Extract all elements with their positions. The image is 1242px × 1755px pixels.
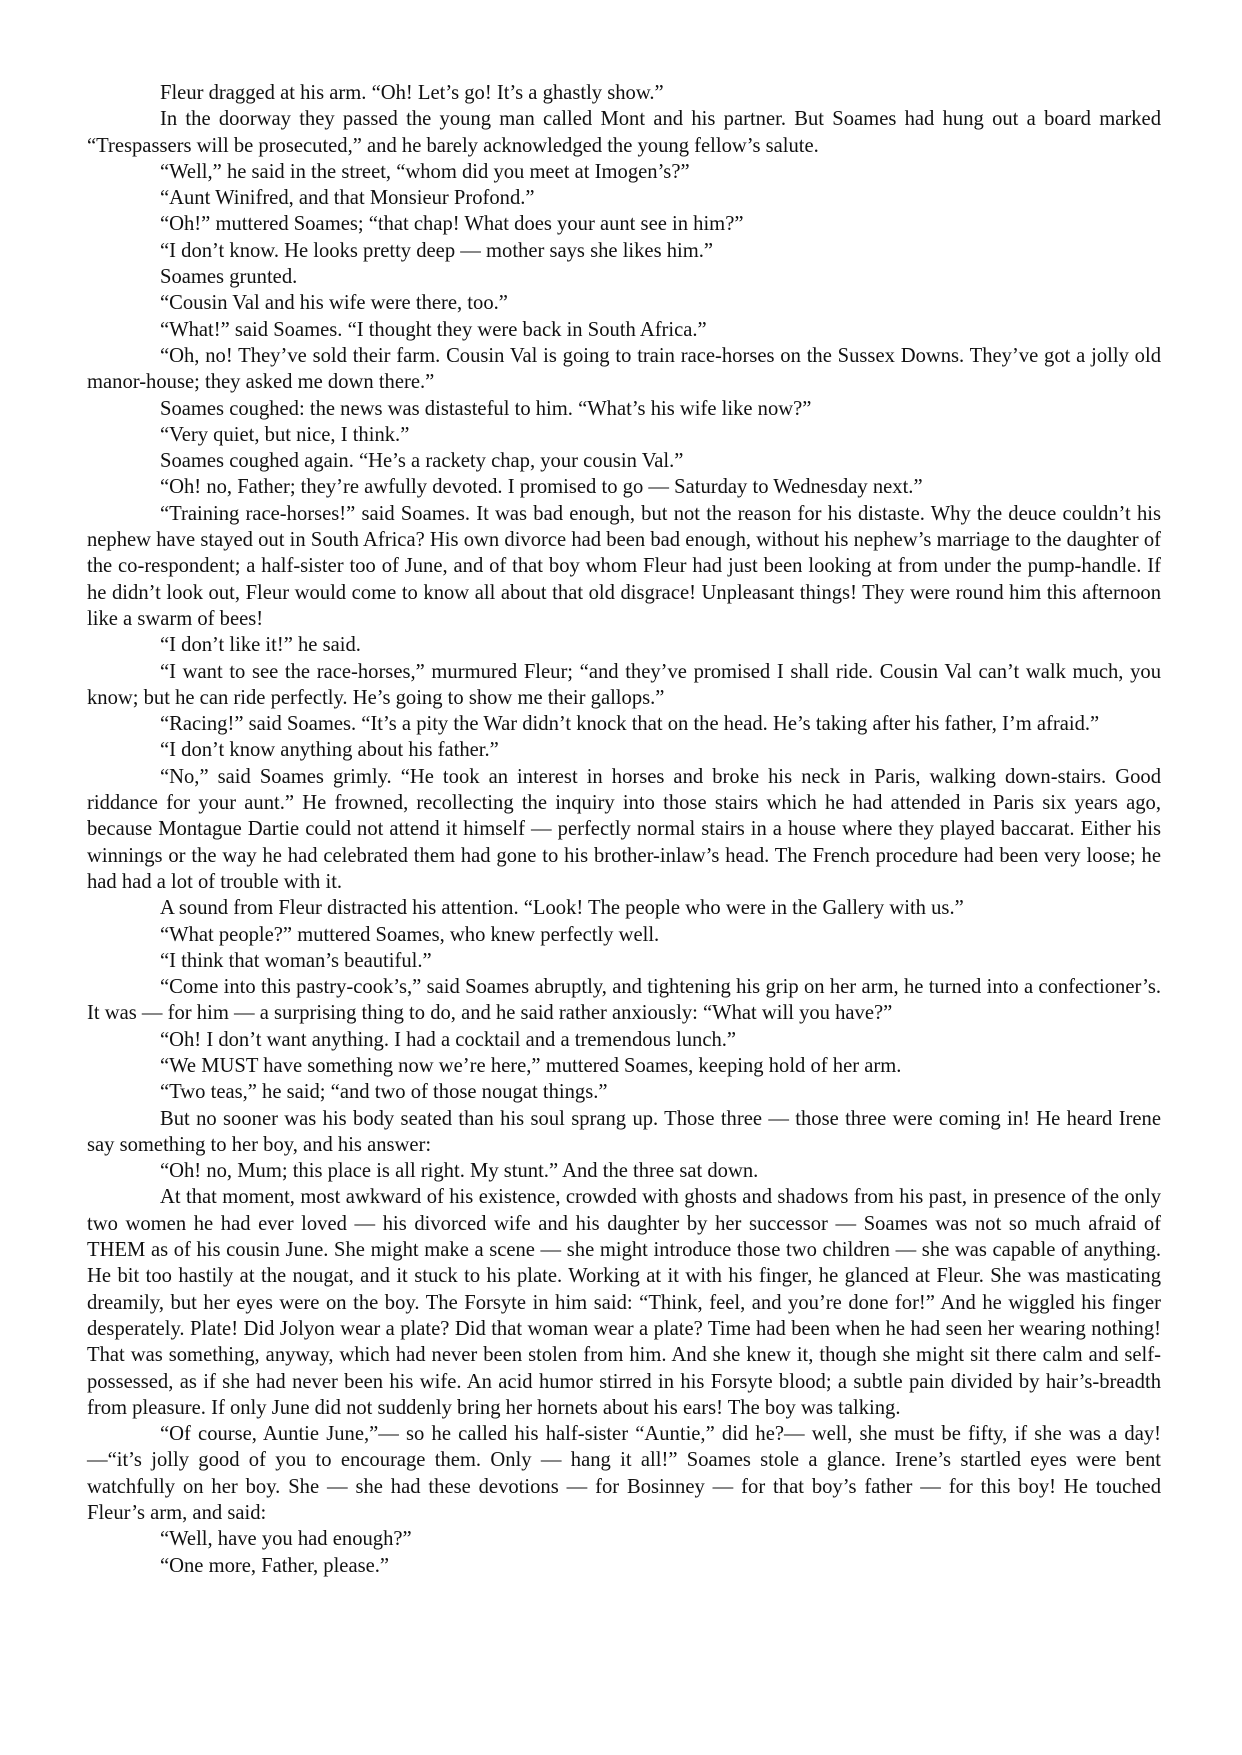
- paragraph: “I want to see the race-horses,” murmured Fleur; “and they’ve promised I shall ride. Cousin Val can’t walk much, you know; but he can ride perfectly. He’s going to show me their gallops.”: [87, 660, 1161, 709]
- paragraph: Soames grunted.: [160, 266, 298, 289]
- paragraph: A sound from Fleur distracted his attention. “Look! The people who were in the Gallery with us.”: [160, 897, 964, 920]
- paragraph: “One more, Father, please.”: [160, 1554, 390, 1577]
- paragraph: “Oh! no, Father; they’re awfully devoted. I promised to go — Saturday to Wednesday next.”: [160, 476, 923, 499]
- paragraph: “Well, have you had enough?”: [160, 1528, 412, 1551]
- paragraph: “I don’t know. He looks pretty deep — mother says she likes him.”: [160, 239, 714, 262]
- paragraph: “Racing!” said Soames. “It’s a pity the War didn’t knock that on the head. He’s taking after his father, I’m afraid.”: [160, 713, 1100, 736]
- paragraph: “Oh, no! They’ve sold their farm. Cousin Val is going to train race-horses on the Sussex Downs. They’ve got a jolly old manor-house; they asked me down there.”: [87, 344, 1161, 394]
- paragraph: “Two teas,” he said; “and two of those nougat things.”: [160, 1081, 608, 1104]
- paragraph: “Training race-horses!” said Soames. It was bad enough, but not the reason for his distaste. Why the deuce couldn’t his nephew have stayed out in South Africa? His own divorce had been bad enough, without his nephew’s marriage to the daughter of the co-respondent; a half-sister too of June, and of that boy whom Fleur had just been looking at from under the pump-handle. If he didn’t look out, Fleur would come to know all about that old disgrace! Unpleasant things! They were round him this afternoon like a swarm of bees!: [87, 502, 1161, 630]
- paragraph: “No,” said Soames grimly. “He took an interest in horses and broke his neck in Paris, walking down-stairs. Good riddance for your aunt.” He frowned, recollecting the inquiry into those stairs which he had attended in Paris six years ago, because Montague Dartie could not attend it himself — perfectly normal stairs in a house where they played baccarat. Either his winnings or the way he had celebrated them had gone to his brother-inlaw’s head. The French procedure had been very loose; he had had a lot of trouble with it.: [87, 765, 1161, 893]
- paragraph: “Well,” he said in the street, “whom did you meet at Imogen’s?”: [160, 160, 690, 183]
- paragraph: “We MUST have something now we’re here,” muttered Soames, keeping hold of her arm.: [160, 1054, 902, 1077]
- paragraph: “Aunt Winifred, and that Monsieur Profond.”: [160, 187, 535, 210]
- paragraph: “Oh! I don’t want anything. I had a cocktail and a tremendous lunch.”: [160, 1028, 737, 1051]
- paragraph: But no sooner was his body seated than his soul sprang up. Those three — those three were coming in! He heard Irene say something to her boy, and his answer:: [87, 1107, 1161, 1156]
- paragraph: “What!” said Soames. “I thought they were back in South Africa.”: [160, 318, 707, 341]
- paragraph: Soames coughed: the news was distasteful to him. “What’s his wife like now?”: [160, 397, 812, 420]
- paragraph: “Very quiet, but nice, I think.”: [160, 423, 410, 446]
- paragraph: At that moment, most awkward of his existence, crowded with ghosts and shadows from his past, in presence of the only two women he had ever loved — his divorced wife and his daughter by her successor — Soames was not so much afraid of THEM as of his cousin June. She might make a scene — she might introduce those two children — she was capable of anything. He bit too hastily at the nougat, and it stuck to his plate. Working at it with his finger, he glanced at Fleur. She was masticating dreamily, but her eyes were on the boy. The Forsyte in him said: “Think, feel, and you’re done for!” And he wiggled his finger desperately. Plate! Did Jolyon wear a plate? Did that woman wear a plate? Time had been when he had seen her wearing nothing! That was something, anyway, which had never been stolen from him. And she knew it, though she might sit there calm and self-possessed, as if she had never been his wife. An acid humor stirred in his Forsyte blood; a subtle pain divided by hair’s-breadth from pleasure. If only June did not suddenly bring her hornets about his ears! The boy was talking.: [87, 1186, 1161, 1419]
- paragraph: Fleur dragged at his arm. “Oh! Let’s go! It’s a ghastly show.”: [160, 82, 664, 104]
- paragraph: “What people?” muttered Soames, who knew perfectly well.: [160, 923, 660, 946]
- paragraph: “Come into this pastry-cook’s,” said Soames abruptly, and tightening his grip on her arm, he turned into a confectioner’s. It was — for him — a surprising thing to do, and he said rather anxiously: “What will you have?”: [87, 976, 1161, 1025]
- paragraph: “Oh!” muttered Soames; “that chap! What does your aunt see in him?”: [160, 213, 744, 236]
- paragraph: “Cousin Val and his wife were there, too.”: [160, 292, 508, 315]
- paragraph: “I don’t like it!” he said.: [160, 634, 361, 657]
- paragraph: “Oh! no, Mum; this place is all right. My stunt.” And the three sat down.: [160, 1160, 759, 1183]
- paragraph: “Of course, Auntie June,”— so he called his half-sister “Auntie,” did he?— well, she must be fifty, if she was a day!—“it’s jolly good of you to encourage them. Only — hang it all!” Soames stole a glance. Irene’s startled eyes were bent watchfully on her boy. She — she had these devotions — for Bosinney — for that boy’s father — for this boy! He touched Fleur’s arm, and said:: [87, 1423, 1161, 1525]
- paragraph: Soames coughed again. “He’s a rackety chap, your cousin Val.”: [160, 450, 684, 473]
- paragraph: In the doorway they passed the young man called Mont and his partner. But Soames had hung out a board marked “Trespassers will be prosecuted,” and he barely acknowledged the young fellow’s salute.: [87, 108, 1161, 157]
- paragraph: “I think that woman’s beautiful.”: [160, 949, 432, 972]
- page-body: [87, 80, 1161, 1579]
- paragraph: “I don’t know anything about his father.”: [160, 739, 499, 762]
